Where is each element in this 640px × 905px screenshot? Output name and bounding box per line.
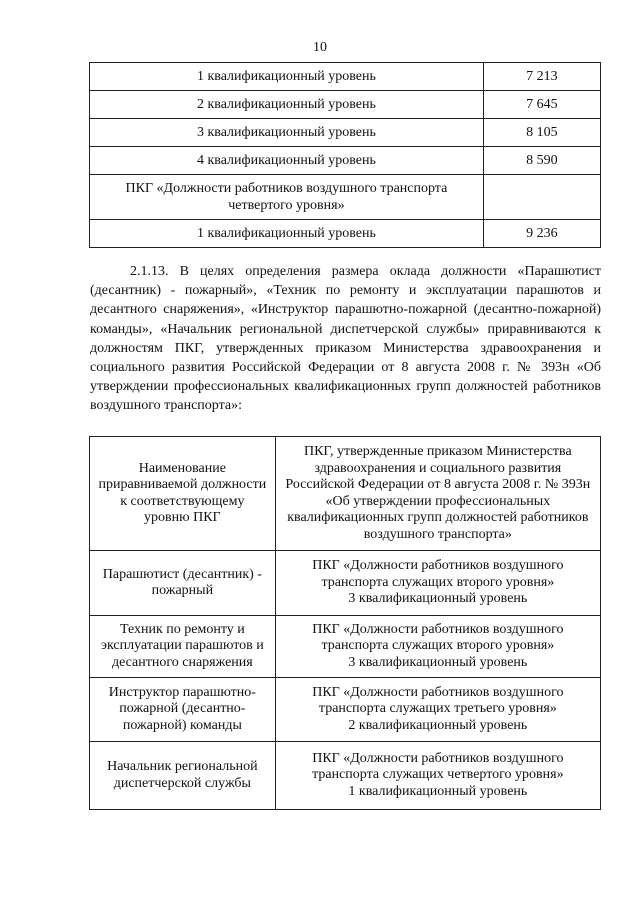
salary-value: 8 105 <box>483 119 600 147</box>
salary-table <box>89 62 601 248</box>
group-cell <box>275 742 600 810</box>
table-row <box>90 742 601 810</box>
equivalence-table <box>89 436 601 810</box>
position-name: Инструктор парашютно-пожарной (десантно-пожарной) команды <box>90 678 276 742</box>
salary-value: 7 645 <box>483 91 600 119</box>
table-row <box>90 147 601 175</box>
position-name: Техник по ремонту и эксплуатации парашютов и десантного снаряжения <box>90 616 276 678</box>
group-heading: ПКГ «Должности работников воздушного транспорта четвертого уровня» <box>90 175 484 220</box>
header-right: ПКГ, утвержденные приказом Министерства здравоохранения и социального развития Российской Федерации от 8 августа 2008 г. № 393н «Об утверждении профессиональных квалификационных групп должностей работников воздушного транспорта» <box>275 437 600 551</box>
position-name: Начальник региональной диспетчерской службы <box>90 742 276 810</box>
table-row <box>90 616 601 678</box>
page-number: 10 <box>313 40 327 55</box>
table-row <box>90 119 601 147</box>
level-label: 3 квалификационный уровень <box>90 119 484 147</box>
group-name: ПКГ «Должности работников воздушного транспорта служащих второго уровня» <box>312 621 564 654</box>
qualification-level: 3 квалификационный уровень <box>348 591 528 607</box>
salary-value: 8 590 <box>483 147 600 175</box>
salary-value: 7 213 <box>483 63 600 91</box>
qualification-level: 1 квалификационный уровень <box>348 783 528 799</box>
level-label: 4 квалификационный уровень <box>90 147 484 175</box>
group-name: ПКГ «Должности работников воздушного транспорта служащих четвертого уровня» <box>312 750 564 783</box>
group-cell <box>275 616 600 678</box>
qualification-level: 3 квалификационный уровень <box>348 654 528 670</box>
table-row <box>90 678 601 742</box>
table-row <box>90 91 601 119</box>
level-label: 1 квалификационный уровень <box>90 220 484 248</box>
group-cell <box>275 678 600 742</box>
group-name: ПКГ «Должности работников воздушного транспорта служащих второго уровня» <box>312 558 564 590</box>
header-row <box>90 437 601 551</box>
empty-cell <box>483 175 600 220</box>
clause-paragraph: 2.1.13. В целях определения размера оклада должности «Парашютист (десантник) - пожарный», «Техник по ремонту и эксплуатации парашютов и десантного снаряжения», «Инструктор парашютно-пожарной (десантно-пожарной) команды», «Начальник региональной диспетчерской службы» приравниваются к должностям ПКГ, утвержденных приказом Министерства здравоохранения и социального развития Российской Федерации от 8 августа 2008 г. № 393н «Об утверждении профессиональных квалификационных групп должностей работников воздушного транспорта»: <box>90 264 601 414</box>
salary-value: 9 236 <box>483 220 600 248</box>
group-heading-row <box>90 175 601 220</box>
group-name: ПКГ «Должности работников воздушного транспорта служащих третьего уровня» <box>312 684 564 717</box>
level-label: 2 квалификационный уровень <box>90 91 484 119</box>
table-row <box>90 551 601 616</box>
table-row <box>90 220 601 248</box>
position-name: Парашютист (десантник) - пожарный <box>90 551 276 616</box>
level-label: 1 квалификационный уровень <box>90 63 484 91</box>
qualification-level: 2 квалификационный уровень <box>348 717 528 733</box>
table-row <box>90 63 601 91</box>
group-cell <box>275 551 600 616</box>
header-left: Наименование приравниваемой должности к соответствующему уровню ПКГ <box>90 437 276 551</box>
